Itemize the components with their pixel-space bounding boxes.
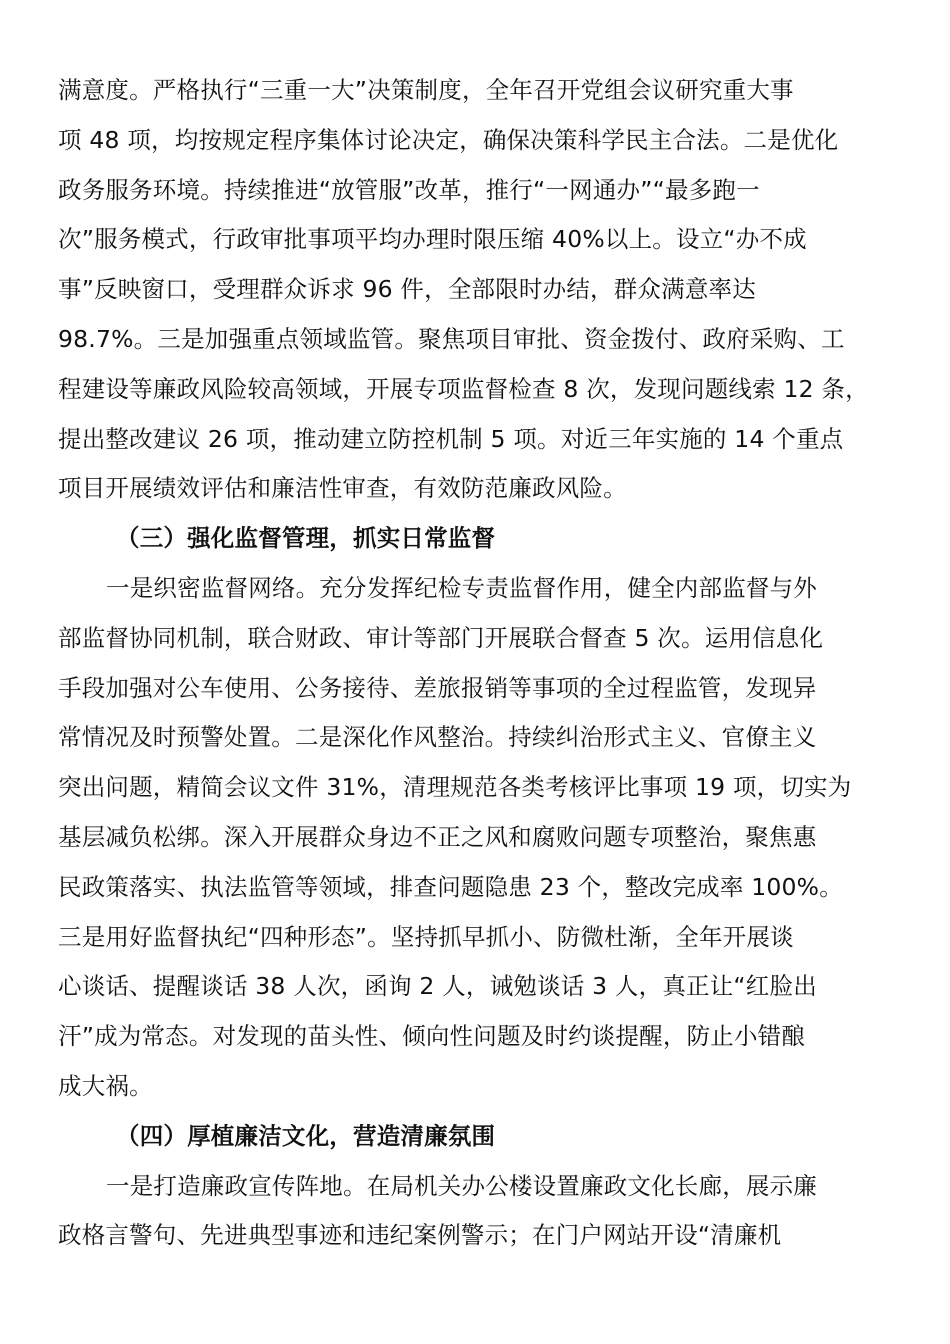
paragraph-line: 政务服务环境。持续推进“放管服”改革，推行“一网通办”“最多跑一 (58, 175, 760, 204)
paragraph-line: 政格言警句、先进典型事迹和违纪案例警示；在门户网站开设“清廉机 (58, 1221, 782, 1250)
paragraph-line: 事”反映窗口，受理群众诉求 96 件，全部限时办结，群众满意率达 (58, 275, 756, 304)
paragraph-line: 程建设等廉政风险较高领域，开展专项监督检查 8 次，发现问题线索 12 条， (58, 374, 869, 403)
section-heading-3: （三）强化监督管理，抓实日常监督 (116, 524, 496, 553)
paragraph-first-line: 一是打造廉政宣传阵地。在局机关办公楼设置廉政文化长廊，展示廉 (106, 1171, 817, 1200)
paragraph-line: 提出整改建议 26 项，推动建立防控机制 5 项。对近三年实施的 14 个重点 (58, 424, 844, 453)
document-page (58, 66, 906, 1261)
paragraph-line: 三是用好监督执纪“四种形态”。坚持抓早抓小、防微杜渐，全年开展谈 (58, 922, 794, 951)
paragraph-line: 满意度。严格执行“三重一大”决策制度，全年召开党组会议研究重大事 (58, 76, 794, 104)
paragraph-line: 项目开展绩效评估和廉洁性审查，有效防范廉政风险。 (58, 474, 627, 503)
paragraph-line: 次”服务模式，行政审批事项平均办理时限压缩 40%以上。设立“办不成 (58, 225, 807, 254)
paragraph-line: 心谈话、提醒谈话 38 人次，函询 2 人，诫勉谈话 3 人，真正让“红脸出 (58, 972, 817, 1001)
paragraph-line: 突出问题，精简会议文件 31%，清理规范各类考核评比事项 19 项，切实为 (58, 773, 852, 802)
paragraph-line: 基层减负松绑。深入开展群众身边不正之风和腐败问题专项整治，聚焦惠 (58, 822, 817, 851)
paragraph-line: 手段加强对公车使用、公务接待、差旅报销等事项的全过程监管，发现异 (58, 673, 817, 702)
section-heading-4: （四）厚植廉洁文化，营造清廉氛围 (116, 1121, 496, 1150)
paragraph-first-line: 一是织密监督网络。充分发挥纪检专责监督作用，健全内部监督与外 (106, 573, 817, 602)
paragraph-line: 汗”成为常态。对发现的苗头性、倾向性问题及时约谈提醒，防止小错酿 (58, 1022, 806, 1051)
paragraph-line: 成大祸。 (58, 1071, 153, 1100)
paragraph-line: 常情况及时预警处置。二是深化作风整治。持续纠治形式主义、官僚主义 (58, 723, 817, 752)
paragraph-line: 民政策落实、执法监管等领域，排查问题隐患 23 个，整改完成率 100%。 (58, 872, 843, 901)
paragraph-line: 98.7%。三是加强重点领域监管。聚焦项目审批、资金拨付、政府采购、工 (58, 324, 845, 353)
paragraph-line: 项 48 项，均按规定程序集体讨论决定，确保决策科学民主合法。二是优化 (58, 125, 839, 154)
paragraph-line: 部监督协同机制，联合财政、审计等部门开展联合督查 5 次。运用信息化 (58, 623, 824, 652)
